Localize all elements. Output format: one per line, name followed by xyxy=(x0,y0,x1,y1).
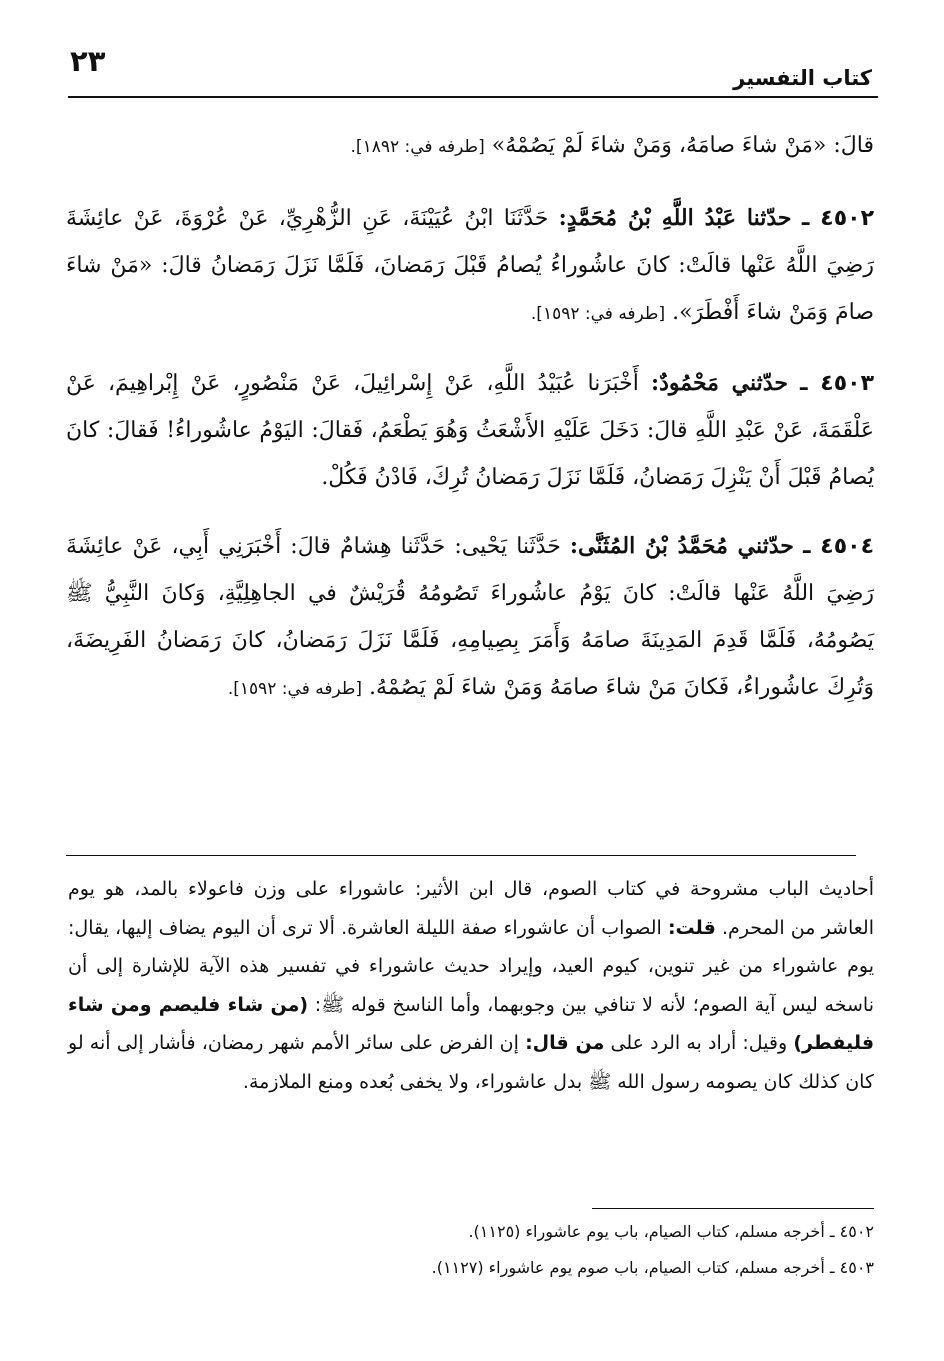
hadith-4504 xyxy=(66,523,874,713)
hadith-reference: [طرفه في: ١٥٩٢]. xyxy=(530,304,666,324)
page-number: ٢٣ xyxy=(70,44,106,78)
intro-reference: [طرفه في: ١٨٩٢]. xyxy=(350,137,485,157)
footnote-divider xyxy=(592,1208,874,1209)
commentary-man-qala: من قال: xyxy=(525,1032,605,1054)
hadith-reference: [طرفه في: ١٥٩٢]. xyxy=(227,679,363,699)
hadith-text: أَخْبَرَنا عُبَيْدُ اللَّهِ، عَنْ إِسْرائِيلَ، عَنْ مَنْصُورٍ، عَنْ إِبْراهِيمَ، عَنْ عَلْقَمَةَ، عَنْ عَبْدِ اللَّهِ قالَ: دَخَلَ عَلَيْهِ الأَشْعَثُ وَهُوَ يَطْعَمُ، فَقالَ: اليَوْمُ عاشُوراءُ! فَقالَ: كانَ يُصامُ قَبْلَ أَنْ يَنْزِلَ رَمَضانُ، فَلَمَّا نَزَلَ رَمَضانُ تُرِكَ، فَادْنُ فَكُلْ. xyxy=(66,371,874,490)
book-title: كتاب التفسير xyxy=(733,66,872,90)
commentary-quote: (من شاء فليصم ومن شاء فليفطر) xyxy=(68,993,875,1054)
footnote-item: ٤٥٠٣ ـ أخرجه مسلم، كتاب الصيام، باب صوم يوم عاشوراء (١١٢٧). xyxy=(431,1258,874,1277)
hadith-text: حَدَّثَنَا ابْنُ عُيَيْنَةَ، عَنِ الزُّهْرِيِّ، عَنْ عُرْوَةَ، عَنْ عائِشَةَ رَضِيَ اللَّهُ عَنْها قالَتْ: كانَ عاشُوراءُ يُصامُ قَبْلَ رَمَضانَ، فَلَمَّا نَزَلَ رَمَضانُ قالَ: «مَنْ شاءَ صامَ وَمَنْ شاءَ أَفْطَرَ». xyxy=(66,206,874,325)
commentary-text: أحاديث الباب مشروحة في كتاب الصوم، قال ابن الأثير: عاشوراء على وزن فاعولاء بالمد، هو يوم العاشر من المحرم. xyxy=(68,878,874,939)
intro-paragraph xyxy=(66,122,874,171)
hadith-number: ٤٥٠٣ ـ xyxy=(800,371,875,396)
hadith-number: ٤٥٠٤ ـ xyxy=(802,534,874,559)
footnotes xyxy=(80,1214,874,1286)
hadith-number: ٤٥٠٢ ـ xyxy=(801,206,875,231)
hadith-narrator-head: حدّثنا عَبْدُ اللَّهِ بْنُ مُحَمَّدٍ: xyxy=(558,205,792,231)
commentary-text: الصواب أن عاشوراء صفة الليلة العاشرة. ألا ترى أن اليوم يضاف إليها، يقال: يوم عاشوراء من غير تنوين، كيوم العيد، وإيراد حديث عاشوراء في تفسير هذه الآية للإشارة إلى أن ناسخه ليس آية الصوم؛ لأنه لا تنافي بين وجوبهما، وأما الناسخ قوله ﷺ: xyxy=(68,916,874,1016)
intro-text: قالَ: «مَنْ شاءَ صامَهُ، وَمَنْ شاءَ لَمْ يَصُمْهُ» xyxy=(491,133,874,158)
hadith-text-body xyxy=(66,122,874,735)
hadith-4502 xyxy=(66,195,874,338)
commentary-text: وقيل: أراد به الرد على xyxy=(610,1032,788,1054)
hadith-narrator-head: حدّثني مُحَمَّدُ بْنُ المُثَنَّى: xyxy=(569,533,794,559)
commentary-section xyxy=(68,870,874,1101)
commentary-text: إن الفرض على سائر الأمم شهر رمضان، فأشار إلى أنه لو كان كذلك كان يصومه رسول الله ﷺ بدل عاشوراء، ولا يخفى بُعده ومنع الملازمة. xyxy=(68,1032,874,1093)
hadith-text: حَدَّثَنا يَحْيى: حَدَّثَنا هِشامٌ قالَ: أَخْبَرَنِي أَبِي، عَنْ عائِشَةَ رَضِيَ اللَّهُ عَنْها قالَتْ: كانَ يَوْمُ عاشُوراءَ تَصُومُهُ قُرَيْشٌ في الجاهِلِيَّةِ، وَكانَ النَّبِيُّ ﷺ يَصُومُهُ، فَلَمَّا قَدِمَ المَدِينَةَ صامَهُ وَأَمَرَ بِصِيامِهِ، فَلَمَّا نَزَلَ رَمَضانُ، كانَ رَمَضانُ الفَرِيضَةَ، وَتُرِكَ عاشُوراءُ، فَكانَ مَنْ شاءَ صامَهُ وَمَنْ شاءَ لَمْ يَصُمْهُ. xyxy=(66,534,874,700)
commentary-qultu: قلت: xyxy=(667,916,716,939)
hadith-4503 xyxy=(66,360,874,501)
hadith-narrator-head: حدّثني مَحْمُودٌ: xyxy=(650,370,788,396)
header-divider xyxy=(68,96,878,98)
commentary-divider xyxy=(66,855,856,856)
footnote-item: ٤٥٠٢ ـ أخرجه مسلم، كتاب الصيام، باب يوم عاشوراء (١١٢٥). xyxy=(468,1222,874,1241)
page-header xyxy=(68,44,876,96)
